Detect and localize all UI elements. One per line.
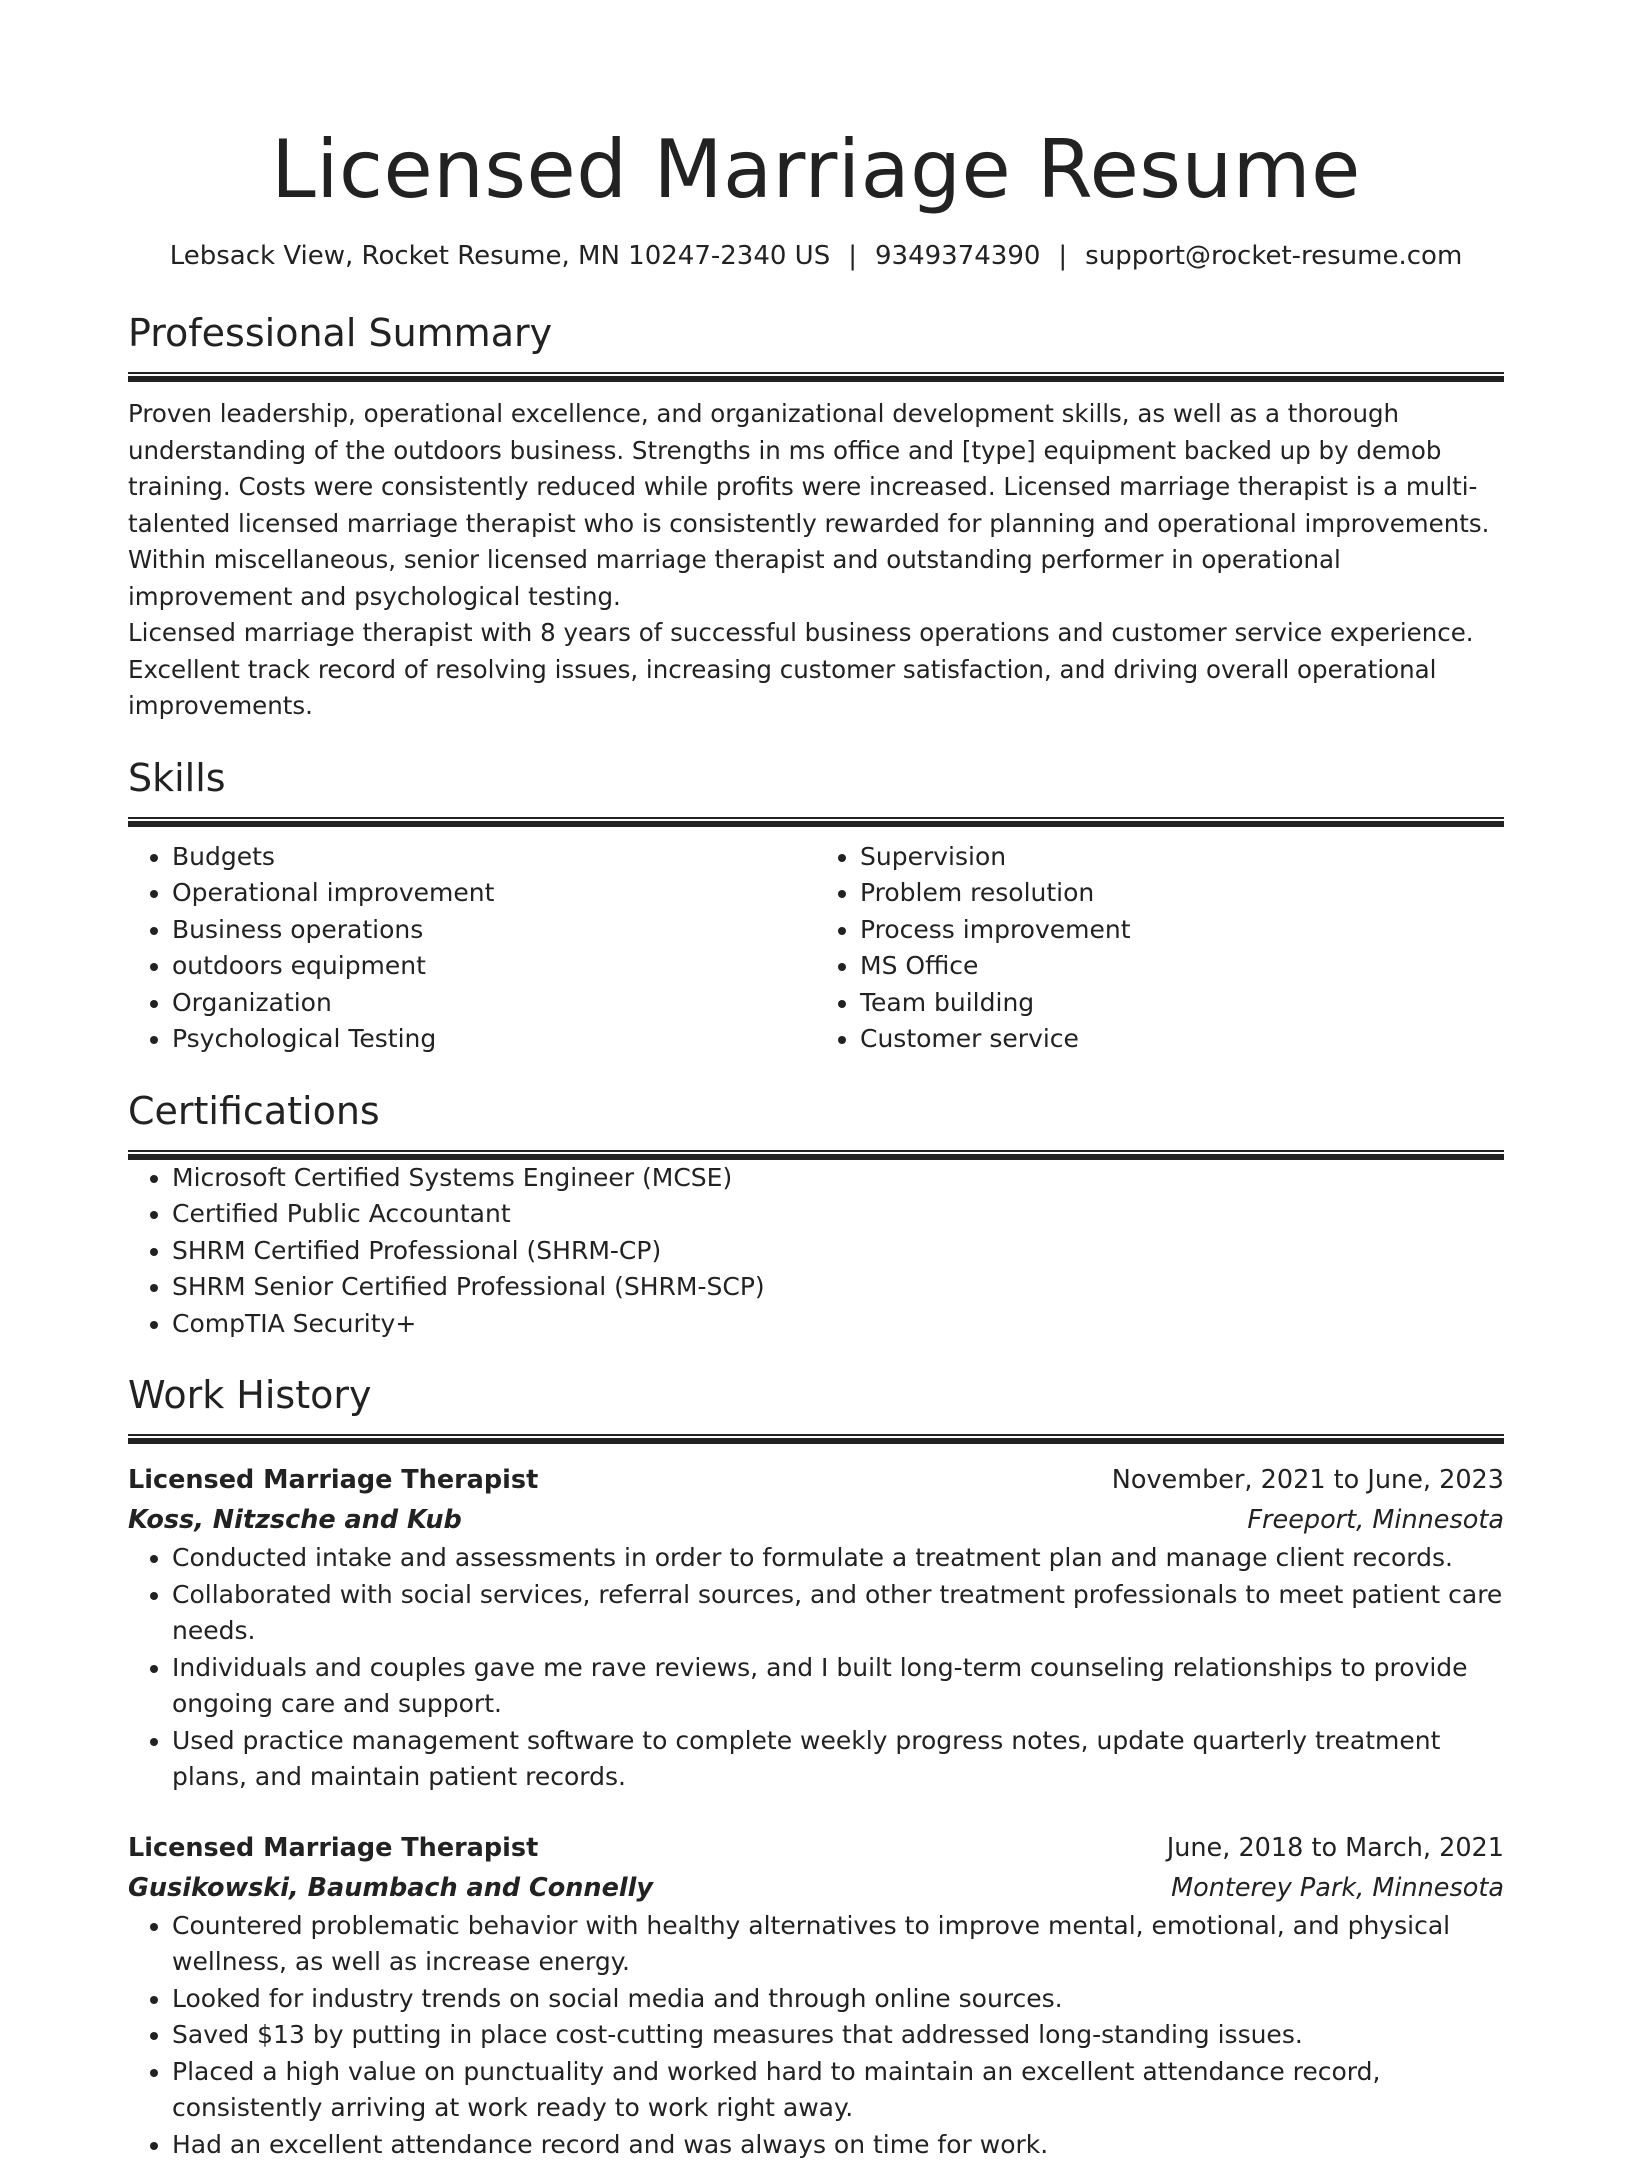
job-duty: • Had an excellent attendance record and was always on time for work. (172, 2127, 1504, 2163)
skill-item: • Operational improvement (172, 875, 816, 912)
summary-paragraph: Licensed marriage therapist with 8 years of successful business operations and customer service experience. Excellent track record of resolving issues, increasing customer satisfaction, and driving overall operational improvements. (128, 615, 1504, 725)
section-divider (128, 372, 1504, 382)
job-duties (128, 1908, 1504, 2163)
job-title: Licensed Marriage Therapist (128, 1828, 538, 1868)
skill-item: • Customer service (860, 1021, 1504, 1058)
section-title: Work History (128, 1370, 1504, 1420)
summary-text (128, 396, 1504, 725)
skills-list-right (816, 839, 1504, 1058)
contact-email: support@rocket-resume.com (1085, 241, 1462, 271)
skill-item: • Organization (172, 985, 816, 1022)
certification-item: • SHRM Senior Certified Professional (SHRM-SCP) (172, 1269, 1504, 1306)
skills-section (128, 753, 1504, 1058)
job-entry (128, 1460, 1504, 1796)
section-divider (128, 1150, 1504, 1160)
job-subheader (128, 1500, 1504, 1540)
job-subheader (128, 1868, 1504, 1908)
job-duty: • Conducted intake and assessments in order to formulate a treatment plan and manage client records. (172, 1540, 1504, 1577)
job-duty: • Placed a high value on punctuality and worked hard to maintain an excellent attendance record, consistently arriving at work ready to work right away. (172, 2054, 1504, 2127)
job-title: Licensed Marriage Therapist (128, 1460, 538, 1500)
contact-address: Lebsack View, Rocket Resume, MN 10247-2340 US (170, 241, 831, 271)
skills-columns (128, 839, 1504, 1058)
job-duty: • Individuals and couples gave me rave reviews, and I built long-term counseling relationships to provide ongoing care and support. (172, 1650, 1504, 1723)
skill-item: • MS Office (860, 948, 1504, 985)
job-company: Gusikowski, Baumbach and Connelly (128, 1868, 653, 1908)
job-duty: • Collaborated with social services, referral sources, and other treatment professionals to meet patient care needs. (172, 1577, 1504, 1650)
section-divider (128, 1434, 1504, 1444)
skills-list-left (128, 839, 816, 1058)
summary-paragraph: Proven leadership, operational excellence, and organizational development skills, as well as a thorough understanding of the outdoors business. Strengths in ms office and [type] equipment backed up by demob training. Costs were consistently reduced while profits were increased. Licensed marriage therapist is a multi-talented licensed marriage therapist who is consistently rewarded for planning and operational improvements. Within miscellaneous, senior licensed marriage therapist and outstanding performer in operational improvement and psychological testing. (128, 396, 1504, 615)
job-duty: • Saved $13 by putting in place cost-cutting measures that addressed long-standing issues. (172, 2017, 1504, 2054)
section-title: Skills (128, 753, 1504, 803)
job-header (128, 1460, 1504, 1500)
certifications-list (128, 1160, 1504, 1343)
job-dates: November, 2021 to June, 2023 (1112, 1460, 1504, 1500)
section-title: Certifications (128, 1086, 1504, 1136)
job-header (128, 1828, 1504, 1868)
skill-item: • Process improvement (860, 912, 1504, 949)
contact-separator: | (830, 238, 875, 274)
contact-phone: 9349374390 (875, 241, 1040, 271)
summary-section (128, 308, 1504, 725)
resume-name: Licensed Marriage Resume (128, 0, 1504, 222)
skill-item: • Supervision (860, 839, 1504, 876)
certification-item: • SHRM Certified Professional (SHRM-CP) (172, 1233, 1504, 1270)
certification-item: • Certified Public Accountant (172, 1196, 1504, 1233)
work-history-section (128, 1370, 1504, 2163)
certifications-section (128, 1086, 1504, 1343)
contact-separator: | (1040, 238, 1085, 274)
job-dates: June, 2018 to March, 2021 (1167, 1828, 1504, 1868)
skill-item: • Problem resolution (860, 875, 1504, 912)
skill-item: • Business operations (172, 912, 816, 949)
job-company: Koss, Nitzsche and Kub (128, 1500, 462, 1540)
job-location: Monterey Park, Minnesota (1171, 1868, 1504, 1908)
contact-line (128, 238, 1504, 274)
skill-item: • Psychological Testing (172, 1021, 816, 1058)
skill-item: • outdoors equipment (172, 948, 816, 985)
job-duties (128, 1540, 1504, 1796)
section-title: Professional Summary (128, 308, 1504, 358)
job-duty: • Looked for industry trends on social media and through online sources. (172, 1981, 1504, 2018)
certification-item: • Microsoft Certified Systems Engineer (MCSE) (172, 1160, 1504, 1197)
section-divider (128, 817, 1504, 827)
skill-item: • Budgets (172, 839, 816, 876)
job-duty: • Countered problematic behavior with healthy alternatives to improve mental, emotional, and physical wellness, as well as increase energy. (172, 1908, 1504, 1981)
skill-item: • Team building (860, 985, 1504, 1022)
job-duty: • Used practice management software to complete weekly progress notes, update quarterly treatment plans, and maintain patient records. (172, 1723, 1504, 1796)
certification-item: • CompTIA Security+ (172, 1306, 1504, 1343)
job-entry (128, 1828, 1504, 2163)
job-location: Freeport, Minnesota (1247, 1500, 1504, 1540)
